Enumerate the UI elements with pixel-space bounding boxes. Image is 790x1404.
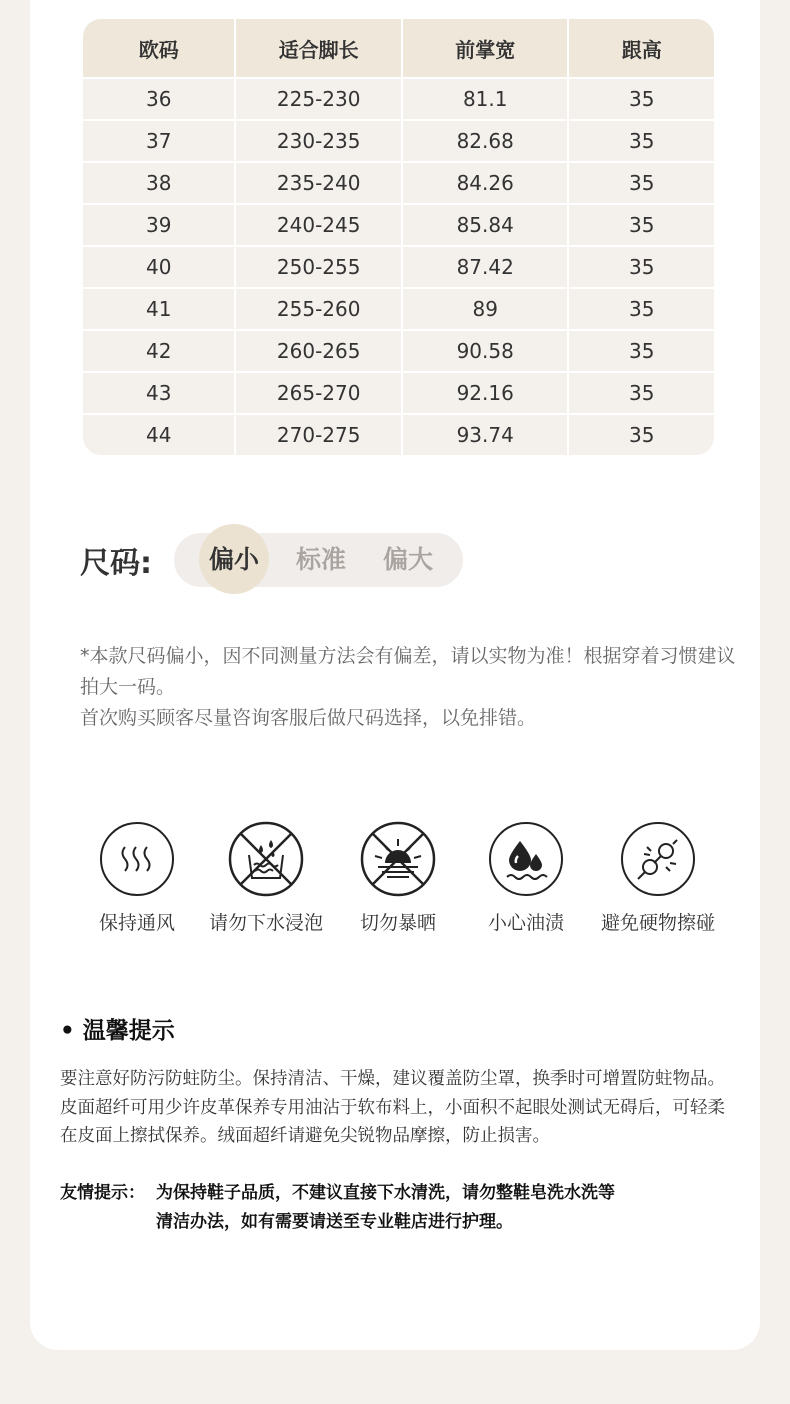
cell-heel-height: 35 <box>569 247 714 289</box>
cell-heel-height: 35 <box>569 205 714 247</box>
cell-foot-length: 255-260 <box>236 289 402 331</box>
cell-foot-length: 235-240 <box>236 163 402 205</box>
cell-eu-size: 37 <box>83 121 236 163</box>
fit-option-small: 偏小 <box>209 545 260 574</box>
cell-forefoot-width: 90.58 <box>403 331 570 373</box>
fit-label: 尺码: <box>80 546 152 581</box>
oil-stain-icon <box>488 821 564 897</box>
header-forefoot-width: 前掌宽 <box>403 19 570 79</box>
header-eu-size: 欧码 <box>83 19 236 79</box>
cell-forefoot-width: 87.42 <box>403 247 570 289</box>
cell-forefoot-width: 89 <box>403 289 570 331</box>
tips-body <box>60 1065 725 1151</box>
cell-eu-size: 40 <box>83 247 236 289</box>
cell-heel-height: 35 <box>569 79 714 121</box>
care-item-oil-stain <box>456 821 596 935</box>
no-soak-icon <box>228 821 304 897</box>
care-label: 避免硬物擦碰 <box>600 912 715 934</box>
cell-foot-length: 225-230 <box>236 79 402 121</box>
cell-foot-length: 260-265 <box>236 331 402 373</box>
care-item-no-scratch <box>588 821 728 935</box>
cell-eu-size: 38 <box>83 163 236 205</box>
kind-reminder-label: 友情提示： <box>60 1183 145 1203</box>
cell-foot-length: 270-275 <box>236 415 402 455</box>
header-foot-length: 适合脚长 <box>236 19 402 79</box>
size-table-header-row <box>83 19 714 79</box>
table-row <box>83 331 714 373</box>
cell-heel-height: 35 <box>569 121 714 163</box>
cell-eu-size: 44 <box>83 415 236 455</box>
cell-eu-size: 43 <box>83 373 236 415</box>
kind-reminder-line: 为保持鞋子品质，不建议直接下水清洗，请勿整鞋皂洗水洗等 <box>156 1183 615 1203</box>
tips-title: • 温馨提示 <box>60 1018 175 1044</box>
cell-eu-size: 42 <box>83 331 236 373</box>
size-note <box>80 641 740 734</box>
cell-heel-height: 35 <box>629 423 655 447</box>
cell-eu-size: 39 <box>83 205 236 247</box>
ventilation-icon <box>99 821 175 897</box>
table-row <box>83 121 714 163</box>
care-item-no-soak <box>196 821 336 935</box>
table-row <box>83 289 714 331</box>
kind-reminder-line: 清洁办法，如有需要请送至专业鞋店进行护理。 <box>156 1212 513 1232</box>
size-note-line: 首次购买顾客尽量咨询客服后做尺码选择，以免排错。 <box>80 707 537 729</box>
cell-eu-size: 41 <box>83 289 236 331</box>
cell-foot-length: 265-270 <box>236 373 402 415</box>
cell-heel-height: 35 <box>569 163 714 205</box>
care-label: 切勿暴晒 <box>359 912 436 934</box>
table-row <box>83 163 714 205</box>
size-table <box>83 19 714 455</box>
cell-heel-height: 35 <box>569 331 714 373</box>
table-row <box>83 79 714 121</box>
table-row <box>83 247 714 289</box>
fit-option-standard: 标准 <box>296 545 347 574</box>
cell-forefoot-width: 93.74 <box>403 415 570 455</box>
care-label: 保持通风 <box>98 912 175 934</box>
table-row <box>83 373 714 415</box>
care-label: 小心油渍 <box>487 912 564 934</box>
cell-forefoot-width: 92.16 <box>403 373 570 415</box>
care-item-ventilation <box>67 821 207 935</box>
care-item-no-sun <box>328 821 468 935</box>
cell-forefoot-width: 81.1 <box>403 79 570 121</box>
cell-foot-length: 230-235 <box>236 121 402 163</box>
cell-eu-size: 36 <box>83 79 236 121</box>
cell-foot-length: 250-255 <box>236 247 402 289</box>
no-sun-icon <box>360 821 436 897</box>
cell-foot-length: 240-245 <box>236 205 402 247</box>
tips-paragraph: 要注意好防污防蛀防尘。保持清洁、干燥，建议覆盖防尘罩，换季时可增置防蛀物品。皮面超纤可用少许皮革保养专用油沾于软布料上，小面积不起眼处测试无碍后，可轻柔在皮面上擦拭保养。绒面超纤请避免尖锐物品摩擦，防止损害。 <box>60 1069 725 1146</box>
table-row <box>83 415 714 455</box>
care-label: 请勿下水浸泡 <box>208 912 323 934</box>
fit-option-large: 偏大 <box>383 545 434 574</box>
cell-heel-height: 35 <box>569 289 714 331</box>
cell-forefoot-width: 82.68 <box>403 121 570 163</box>
table-row <box>83 205 714 247</box>
cell-forefoot-width: 84.26 <box>403 163 570 205</box>
cell-heel-height: 35 <box>569 373 714 415</box>
no-scratch-icon <box>620 821 696 897</box>
size-note-line: *本款尺码偏小，因不同测量方法会有偏差，请以实物为准！根据穿着习惯建议拍大一码。 <box>80 645 736 698</box>
header-heel-height: 跟高 <box>569 19 714 79</box>
cell-forefoot-width: 85.84 <box>403 205 570 247</box>
